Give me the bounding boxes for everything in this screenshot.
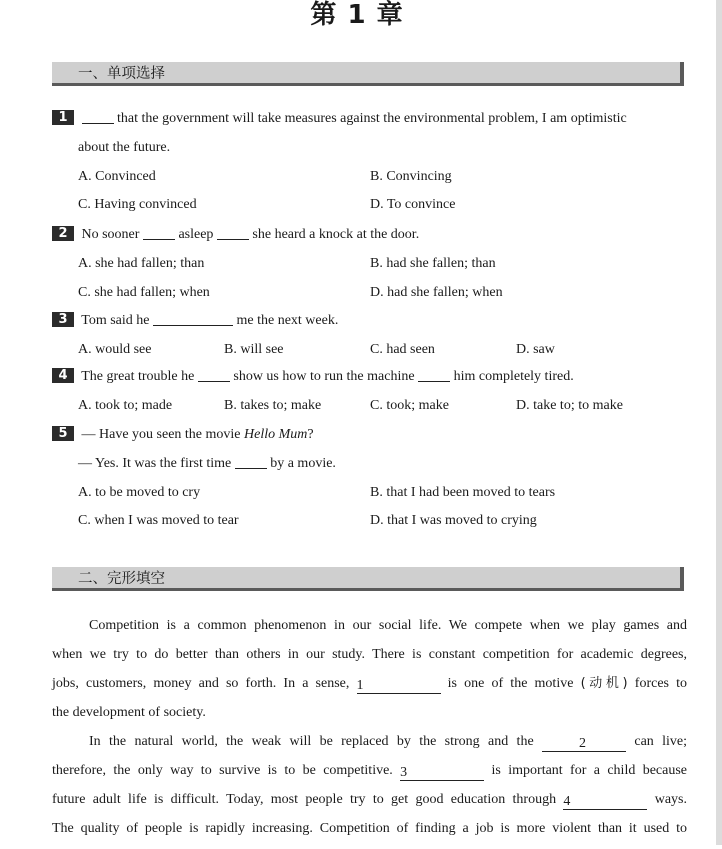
passage-text: can live; bbox=[634, 734, 688, 749]
question-stem-continued: about the future. bbox=[78, 140, 171, 155]
option-b: B. will see bbox=[224, 342, 284, 357]
question-4 bbox=[52, 368, 574, 386]
question-5-reply bbox=[78, 455, 336, 473]
option-b: B. had she fallen; than bbox=[370, 256, 496, 271]
passage-text: forces to bbox=[634, 676, 688, 691]
question-stem: — Yes. It was the first time bbox=[78, 456, 232, 471]
option-a: A. would see bbox=[78, 342, 152, 357]
passage-line bbox=[52, 675, 687, 704]
option-d: D. To convince bbox=[370, 197, 456, 212]
cloze-blank-1: 1 bbox=[357, 678, 441, 694]
question-stem: Tom said he bbox=[81, 313, 150, 328]
question-3 bbox=[52, 312, 338, 330]
page-edge bbox=[716, 0, 722, 845]
option-c: C. when I was moved to tear bbox=[78, 513, 239, 528]
option-b: B. that I had been moved to tears bbox=[370, 485, 556, 500]
passage-line: the development of society. bbox=[52, 705, 206, 720]
question-number: 3 bbox=[52, 312, 74, 327]
question-stem: him completely tired. bbox=[453, 369, 574, 384]
question-stem: No sooner bbox=[81, 227, 140, 242]
option-d: D. saw bbox=[516, 342, 555, 357]
question-mark: ? bbox=[307, 427, 314, 442]
option-c: C. took; make bbox=[370, 398, 449, 413]
answer-blank bbox=[143, 227, 175, 240]
passage-line: Competition is a common phenomenon in our social life. We compete when we play games and bbox=[89, 618, 687, 633]
section-header-single-choice: 一、单项选择 bbox=[52, 62, 684, 86]
question-stem: — Have you seen the movie bbox=[81, 427, 241, 442]
passage-line: when we try to do better than others in our study. There is constant competition for academic degrees, bbox=[52, 647, 687, 662]
option-d: D. had she fallen; when bbox=[370, 285, 503, 300]
question-number: 4 bbox=[52, 368, 74, 383]
option-a: A. she had fallen; than bbox=[78, 256, 205, 271]
question-stem: me the next week. bbox=[236, 313, 339, 328]
option-b: B. Convincing bbox=[370, 169, 452, 184]
option-c: C. Having convinced bbox=[78, 197, 197, 212]
answer-blank bbox=[235, 456, 267, 469]
movie-title: Hello Mum bbox=[244, 427, 308, 442]
answer-blank bbox=[217, 227, 249, 240]
chapter-title: 第 1 章 bbox=[310, 0, 404, 30]
cloze-passage bbox=[52, 617, 687, 849]
passage-text: In the natural world, the weak will be replaced by the strong and the bbox=[89, 734, 534, 749]
passage-text: jobs, customers, money and so forth. In a sense, bbox=[52, 676, 350, 691]
answer-blank bbox=[153, 313, 233, 326]
question-number: 5 bbox=[52, 426, 74, 441]
passage-text: future adult life is difficult. Today, most people try to get good education through bbox=[52, 792, 557, 807]
answer-blank bbox=[82, 111, 114, 124]
question-stem: The great trouble he bbox=[81, 369, 195, 384]
passage-text: is one of the motive bbox=[447, 676, 574, 691]
passage-text: therefore, the only way to survive is to be competitive. bbox=[52, 763, 393, 778]
option-c: C. had seen bbox=[370, 342, 435, 357]
passage-line bbox=[52, 762, 687, 791]
option-d: D. that I was moved to crying bbox=[370, 513, 537, 528]
section-header-cloze: 二、完形填空 bbox=[52, 567, 684, 591]
cloze-blank-4: 4 bbox=[563, 794, 647, 810]
passage-line bbox=[52, 791, 687, 820]
cloze-blank-2: 2 bbox=[542, 736, 626, 752]
passage-line: The quality of people is rapidly increasing. Competition of finding a job is more violent than it used to bbox=[52, 821, 687, 836]
question-stem: show us how to run the machine bbox=[233, 369, 415, 384]
chinese-gloss: (动机) bbox=[580, 676, 628, 691]
question-stem: asleep bbox=[178, 227, 214, 242]
question-stem: by a movie. bbox=[270, 456, 336, 471]
question-2 bbox=[52, 226, 419, 244]
cloze-blank-3: 3 bbox=[400, 765, 484, 781]
passage-text: is important for a child because bbox=[491, 763, 687, 778]
question-stem: that the government will take measures against the environmental problem, I am optimistic bbox=[117, 111, 627, 126]
question-5 bbox=[52, 426, 314, 444]
question-number: 1 bbox=[52, 110, 74, 125]
question-stem: she heard a knock at the door. bbox=[252, 227, 420, 242]
question-1 bbox=[52, 110, 627, 128]
passage-text: ways. bbox=[654, 792, 688, 807]
option-b: B. takes to; make bbox=[224, 398, 322, 413]
option-c: C. she had fallen; when bbox=[78, 285, 210, 300]
answer-blank bbox=[198, 369, 230, 382]
answer-blank bbox=[418, 369, 450, 382]
option-a: A. to be moved to cry bbox=[78, 485, 201, 500]
option-d: D. take to; to make bbox=[516, 398, 623, 413]
passage-line bbox=[52, 733, 687, 762]
option-a: A. Convinced bbox=[78, 169, 156, 184]
question-number: 2 bbox=[52, 226, 74, 241]
option-a: A. took to; made bbox=[78, 398, 173, 413]
